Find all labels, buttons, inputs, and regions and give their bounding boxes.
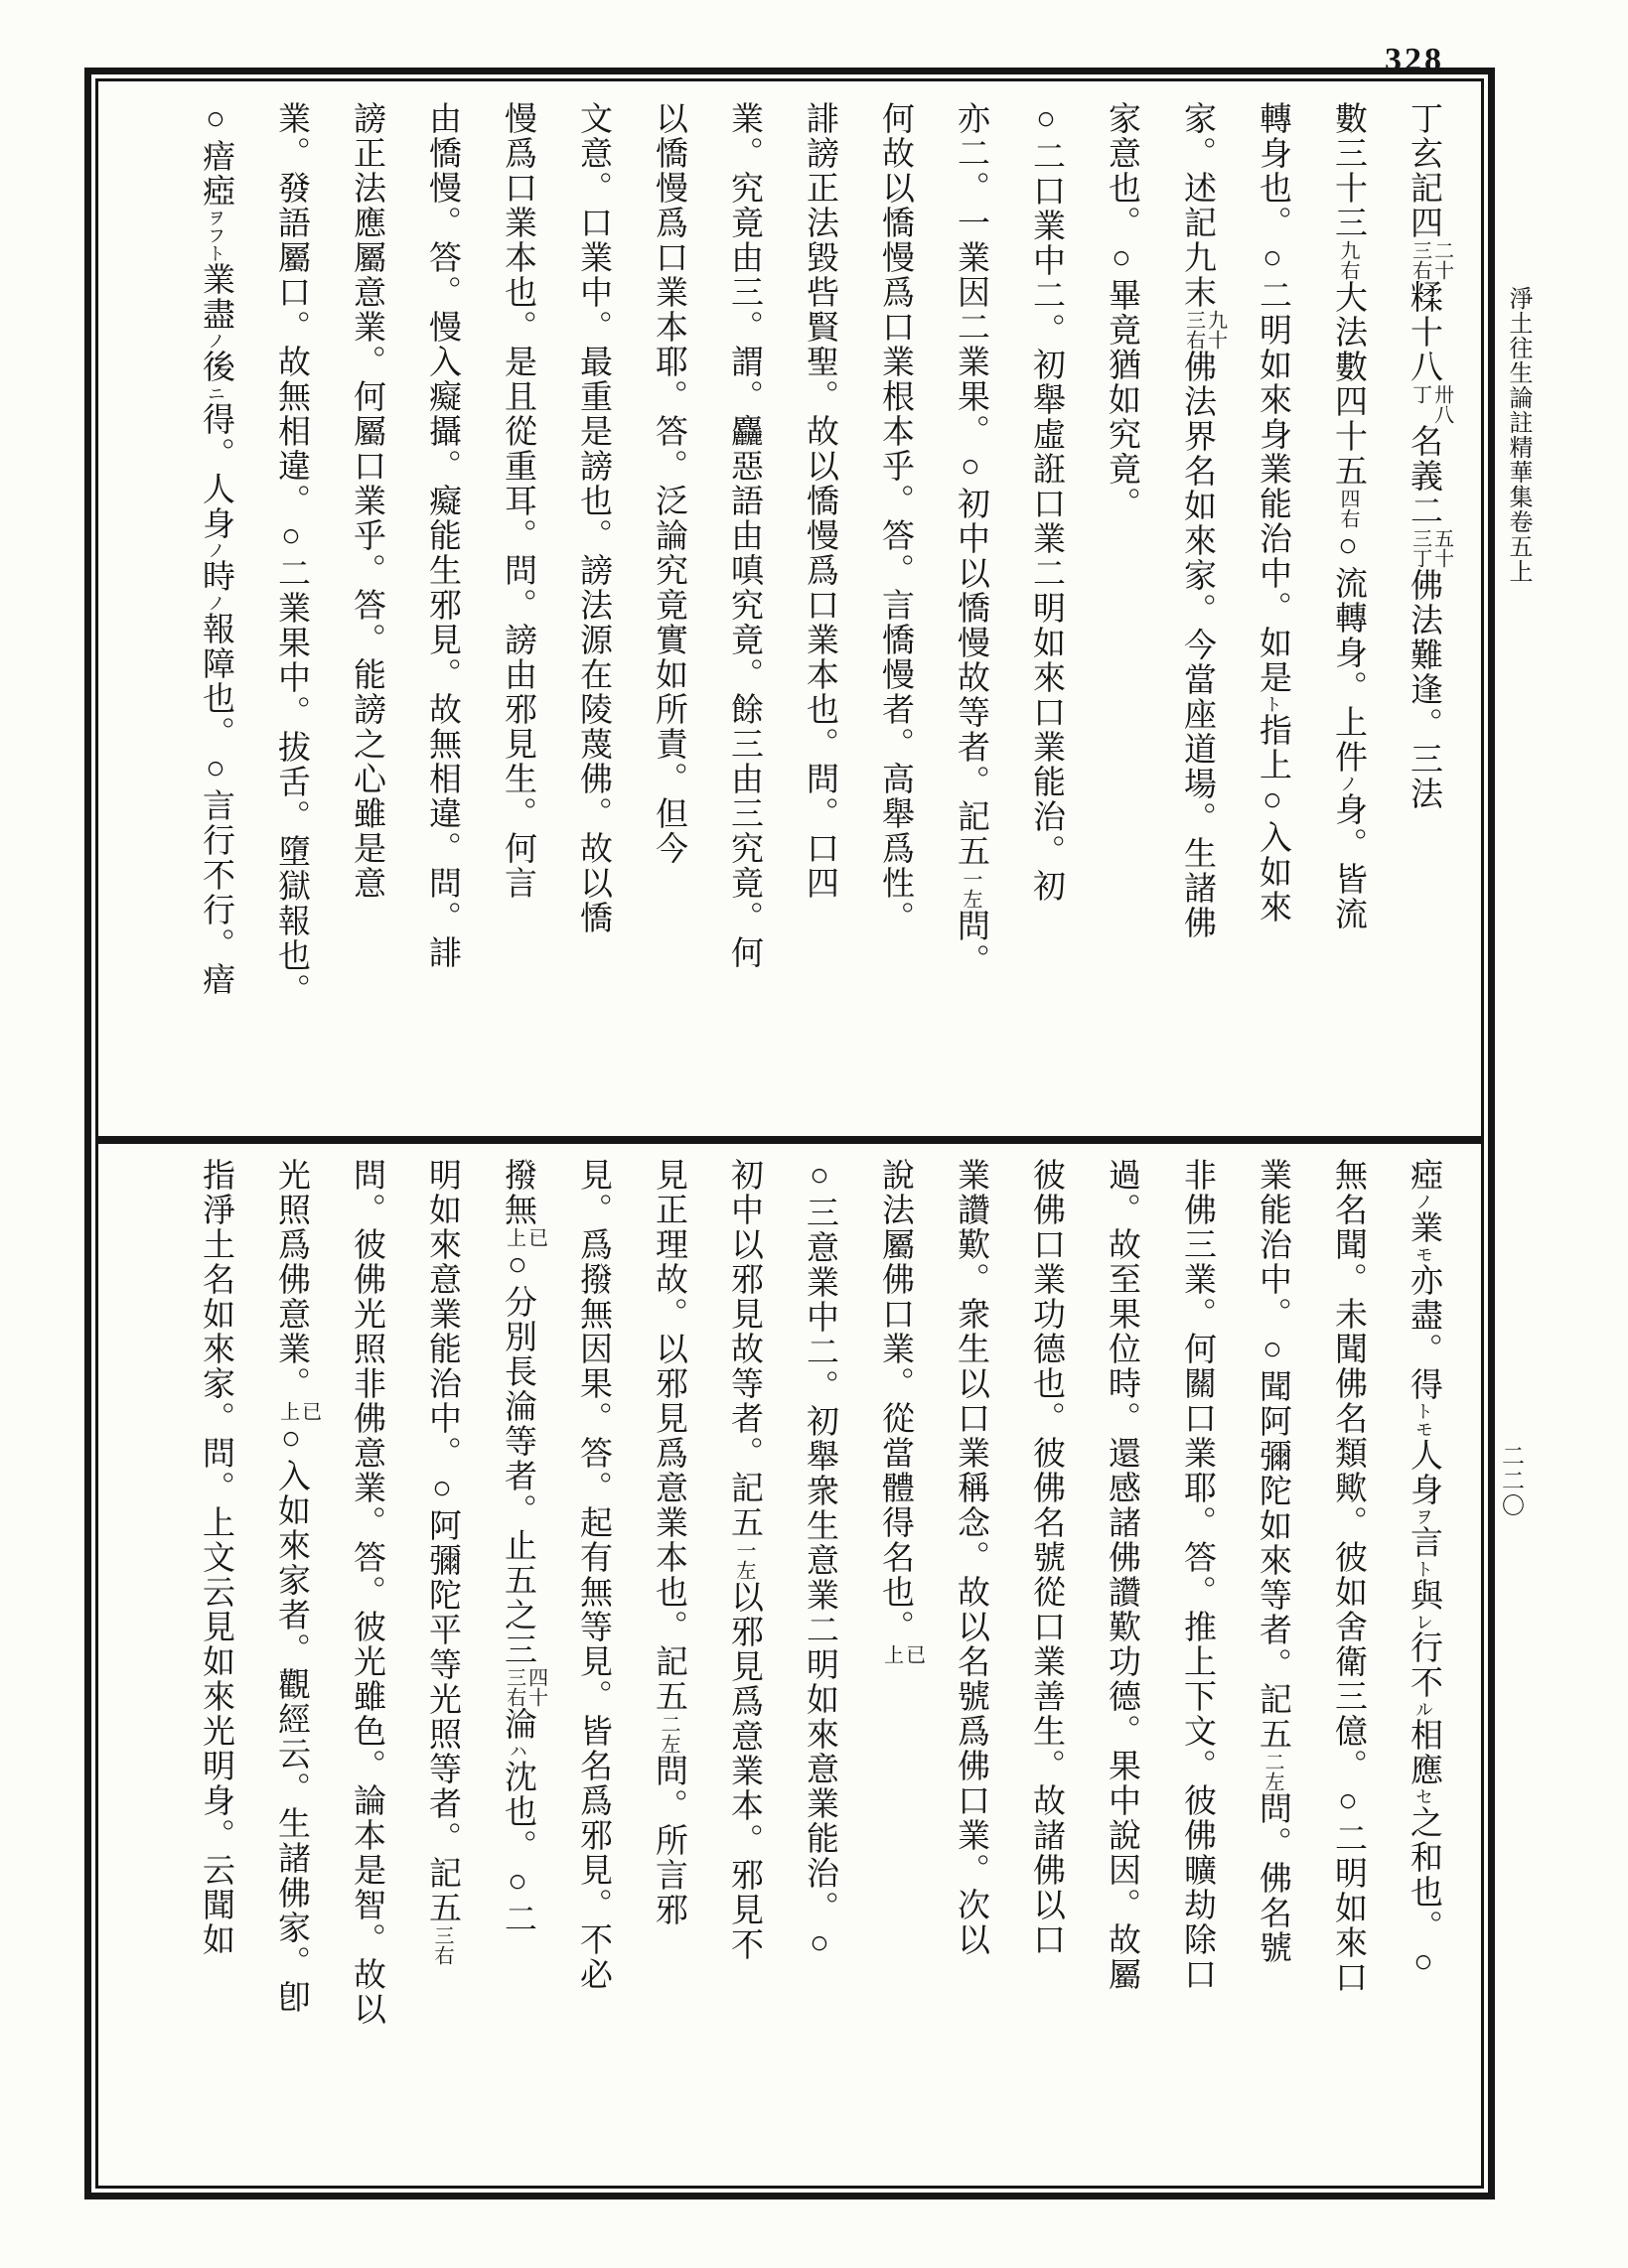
- text-column-upper-11: [631, 101, 706, 1124]
- main-text: 慢爲口業本也。是且從重耳。問。謗由邪見生。何言: [500, 101, 535, 901]
- main-text: 家意也。○畢竟猶如究竟。: [1104, 101, 1139, 521]
- main-text: 問。彼佛光照非佛意業。答。彼光雖色。論本是智。故以: [349, 1158, 384, 2027]
- main-text: ○二口業中二。初舉虛誑口業二明如來口業能治。初: [1028, 101, 1064, 904]
- text-column-lower-3: [1235, 1158, 1310, 2181]
- main-text: 行不: [1406, 1630, 1441, 1700]
- text-column-lower-6: [1008, 1158, 1084, 2181]
- main-text: 與: [1406, 1578, 1441, 1613]
- band-lower: [178, 1158, 1461, 2181]
- text-column-lower-5: [1084, 1158, 1159, 2181]
- small-note: ト: [1413, 1560, 1433, 1578]
- text-column-lower-12: [555, 1158, 631, 2181]
- text-column-lower-8: [857, 1158, 933, 2181]
- small-note: ト: [1262, 695, 1282, 713]
- main-text: 文意。口業中。最重是謗也。謗法源在陵蔑佛。故以憍: [575, 101, 611, 935]
- small-note: ヲ: [1413, 1507, 1433, 1525]
- small-note: ノ: [206, 332, 225, 350]
- text-column-lower-4: [1159, 1158, 1235, 2181]
- main-text: 時: [198, 559, 233, 594]
- folio-number: 二二〇: [1499, 1444, 1524, 1518]
- main-text: 問。所言邪: [651, 1754, 686, 1927]
- text-column-upper-1: [1386, 101, 1461, 1124]
- small-note: ノ: [1413, 1193, 1433, 1210]
- text-column-upper-9: [782, 101, 857, 1124]
- main-text: 言: [1406, 1525, 1441, 1560]
- text-column-upper-8: [857, 101, 933, 1124]
- text-column-upper-16: [253, 101, 329, 1124]
- main-text: 說法屬佛口業。從當體得名也。: [877, 1158, 913, 1644]
- main-text: 佛法難逢。三法: [1406, 568, 1441, 811]
- main-text: 得。人身: [198, 402, 233, 541]
- text-column-lower-15: [329, 1158, 404, 2181]
- main-text: 見。爲撥無因果。答。起有無等見。皆名爲邪見。不必: [575, 1158, 611, 1992]
- main-text: ○分別長淪等者。止五之三: [500, 1247, 535, 1667]
- text-column-lower-1: [1386, 1158, 1461, 2181]
- main-text: ○入如來家者。觀經云。生諸佛家。卽: [273, 1421, 309, 2015]
- small-note: ニ: [206, 384, 225, 402]
- inline-note: 已 上: [276, 1401, 321, 1421]
- main-text: 彼佛口業功德也。彼佛名號從口業善生。故諸佛以口: [1028, 1158, 1064, 1957]
- main-text: 由憍慢。答。慢入癡攝。癡能生邪見。故無相違。問。誹: [424, 101, 460, 970]
- text-column-upper-15: [329, 101, 404, 1124]
- main-text: 謗正法應屬意業。何屬口業乎。答。能謗之心雖是意: [349, 101, 384, 901]
- inline-note: 四十 三右: [503, 1667, 547, 1707]
- main-text: 業。發語屬口。故無相違。○二業果中。拔舌。墮獄報也。: [273, 101, 309, 1008]
- inline-note: 五十 三丁: [1408, 528, 1453, 568]
- page-number: 328: [1385, 42, 1444, 78]
- text-column-lower-7: [933, 1158, 1008, 2181]
- small-note: トモ: [1413, 1402, 1433, 1438]
- small-note: 一左: [960, 869, 981, 909]
- small-note: 二左: [658, 1714, 679, 1754]
- main-text: 誹謗正法毀呰賢聖。故以憍慢爲口業本也。問。口四: [802, 101, 837, 901]
- main-text: 丁玄記四: [1406, 101, 1441, 240]
- inline-note: 卅八 丁: [1408, 384, 1453, 424]
- main-text: 指淨土名如來家。問。上文云見如來光明身。云聞如: [198, 1158, 233, 1957]
- main-text: 初中以邪見故等者。記五: [726, 1158, 762, 1540]
- small-note: 四右: [1337, 489, 1359, 528]
- main-text: 指上○入如來: [1255, 713, 1290, 924]
- main-text: 業能治中。○聞阿彌陀如來等者。記五: [1255, 1158, 1290, 1752]
- register-divider: [98, 1136, 1481, 1144]
- main-text: 明如來意業能治中。○阿彌陀平等光照等者。記五: [424, 1158, 460, 1925]
- small-note: ハ: [508, 1742, 527, 1760]
- main-text: 業盡: [198, 262, 233, 332]
- main-text: 佛法界名如來家。今當座道場。生諸佛: [1179, 350, 1215, 940]
- text-column-lower-16: [253, 1158, 329, 2181]
- main-text: 非佛三業。何關口業耶。答。推上下文。彼佛曠劫除口: [1179, 1158, 1215, 1992]
- main-text: 亦二。一業因二業果。○初中以憍慢故等者。記五: [953, 101, 988, 869]
- text-column-upper-10: [706, 101, 782, 1124]
- main-text: 業: [1406, 1210, 1441, 1245]
- text-column-upper-2: [1310, 101, 1386, 1124]
- text-column-lower-14: [404, 1158, 480, 2181]
- main-text: 無名聞。未聞佛名類歟。彼如舍衛三億。○二明如來口: [1330, 1158, 1366, 1995]
- small-note: ノ: [206, 594, 225, 612]
- main-text: 後: [198, 350, 233, 384]
- main-text: 見正理故。以邪見爲意業本也。記五: [651, 1158, 686, 1714]
- text-column-upper-3: [1235, 101, 1310, 1124]
- small-note: モ: [1413, 1245, 1433, 1263]
- main-text: 相應: [1406, 1718, 1441, 1787]
- band-upper: [178, 101, 1461, 1124]
- text-column-lower-17: [178, 1158, 253, 2181]
- inline-note: 二十 三右: [1408, 240, 1453, 280]
- inline-note: 已 上: [503, 1227, 547, 1247]
- main-text: 人身: [1406, 1438, 1441, 1507]
- main-text: 之和也。○: [1406, 1805, 1441, 1982]
- main-text: 淪: [500, 1707, 535, 1742]
- border-frame: [84, 68, 1495, 2199]
- inline-note: 已 上: [880, 1644, 925, 1664]
- main-text: 身。皆流: [1330, 792, 1366, 931]
- main-text: 以憍慢爲口業本耶。答。泛論究竟實如所責。但今: [651, 101, 686, 866]
- text-column-lower-13: [480, 1158, 555, 2181]
- small-note: ヲフ: [206, 209, 225, 244]
- main-text: 大法數四十五: [1330, 280, 1366, 489]
- text-column-upper-14: [404, 101, 480, 1124]
- main-text: 業讚歎。衆生以口業稱念。故以名號爲佛口業。次以: [953, 1158, 988, 1957]
- main-text: 瘂: [1406, 1158, 1441, 1193]
- small-note: ト: [206, 244, 225, 262]
- text-column-upper-5: [1084, 101, 1159, 1124]
- main-text: 問。: [953, 909, 988, 978]
- text-column-upper-12: [555, 101, 631, 1124]
- main-text: 名義二: [1406, 424, 1441, 528]
- small-note: レ: [1413, 1613, 1433, 1630]
- small-note: 九右: [1337, 240, 1359, 280]
- small-note: セ: [1413, 1787, 1433, 1805]
- border-frame-inner: [95, 78, 1484, 2189]
- small-note: ノ: [206, 541, 225, 559]
- inline-note: 九十 三右: [1182, 310, 1227, 350]
- main-text: 業。究竟由三。謂。麤惡語由嗔究竟。餘三由三究竟。何: [726, 101, 762, 970]
- main-text: 數三十三: [1330, 101, 1366, 240]
- main-text: 光照爲佛意業。: [273, 1158, 309, 1401]
- main-text: ○流轉身。上件: [1330, 528, 1366, 775]
- text-column-upper-7: [933, 101, 1008, 1124]
- main-text: 何故以憍慢爲口業根本乎。答。言憍慢者。高舉爲性。: [877, 101, 913, 935]
- main-text: 家。述記九末: [1179, 101, 1215, 310]
- main-text: ○三意業中二。初舉衆生意業二明如來意業能治。○: [802, 1158, 837, 1963]
- text-column-upper-17: [178, 101, 253, 1124]
- running-title: 淨土往生論註精華集卷五上: [1505, 286, 1531, 584]
- main-text: 糅十八: [1406, 280, 1441, 384]
- main-text: 沈也。○二: [500, 1760, 535, 1936]
- text-column-lower-9: [782, 1158, 857, 2181]
- small-note: 二左: [1261, 1752, 1283, 1791]
- small-note: ル: [1413, 1700, 1433, 1718]
- text-column-upper-13: [480, 101, 555, 1124]
- small-note: 一左: [733, 1540, 755, 1580]
- main-text: ○瘖瘂: [198, 101, 233, 209]
- text-column-lower-11: [631, 1158, 706, 2181]
- small-note: 三右: [431, 1925, 453, 1965]
- small-note: ノ: [1338, 775, 1358, 792]
- main-text: 亦盡。得: [1406, 1263, 1441, 1402]
- text-column-lower-10: [706, 1158, 782, 2181]
- main-text: 撥無: [500, 1158, 535, 1227]
- text-column-lower-2: [1310, 1158, 1386, 2181]
- text-column-upper-4: [1159, 101, 1235, 1124]
- main-text: 以邪見爲意業本。邪見不: [726, 1580, 762, 1962]
- main-text: 報障也。○言行不行。瘖: [198, 612, 233, 997]
- text-column-upper-6: [1008, 101, 1084, 1124]
- main-text: 過。故至果位時。還感諸佛讚歎功德。果中說因。故屬: [1104, 1158, 1139, 1992]
- main-text: 轉身也。○二明如來身業能治中。如是: [1255, 101, 1290, 695]
- main-text: 問。佛名號: [1255, 1791, 1290, 1965]
